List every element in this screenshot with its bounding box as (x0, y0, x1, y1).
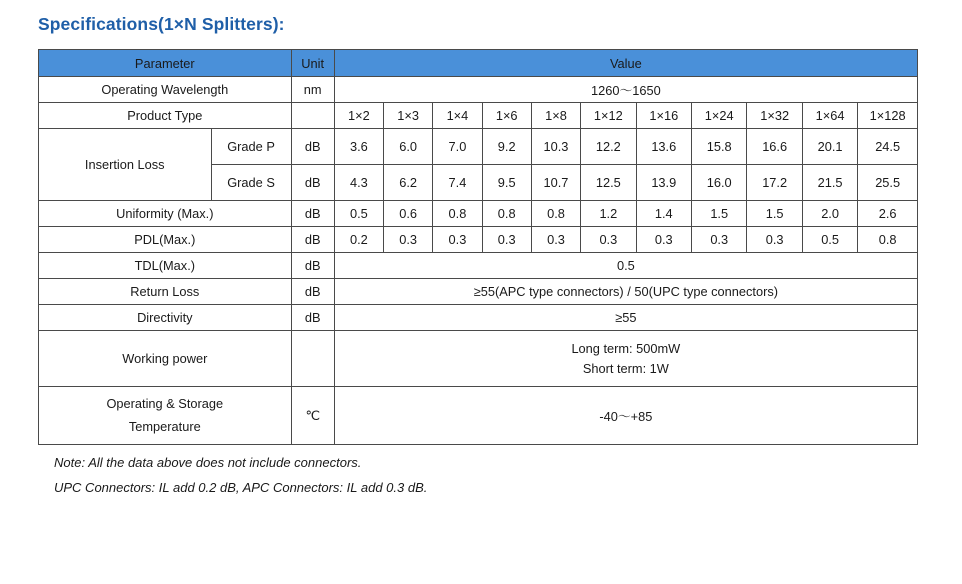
product-type-5: 1×12 (581, 103, 636, 129)
operating-storage-line2: Temperature (128, 418, 201, 434)
label-return-loss: Return Loss (39, 279, 292, 305)
grade-s-value-8: 17.2 (747, 165, 802, 201)
pdl-value-3: 0.3 (482, 227, 531, 253)
unit-working-power (291, 331, 334, 387)
unit-grade-p: dB (291, 129, 334, 165)
uniformity-value-3: 0.8 (482, 201, 531, 227)
table-row-insertion-loss-grade-p (39, 129, 918, 165)
product-type-7: 1×24 (692, 103, 747, 129)
uniformity-value-2: 0.8 (433, 201, 482, 227)
working-power-short-term: Short term: 1W (582, 360, 669, 376)
table-row-pdl (39, 227, 918, 253)
pdl-value-5: 0.3 (581, 227, 636, 253)
uniformity-value-9: 2.0 (802, 201, 857, 227)
label-pdl: PDL(Max.) (39, 227, 292, 253)
value-operating-wavelength: 1260～1650 (334, 77, 917, 103)
table-row-tdl (39, 253, 918, 279)
product-type-6: 1×16 (636, 103, 691, 129)
unit-operating-storage-temperature: ℃ (291, 387, 334, 445)
note-line-2: UPC Connectors: IL add 0.2 dB, APC Connectors: IL add 0.3 dB. (54, 480, 428, 495)
pdl-value-2: 0.3 (433, 227, 482, 253)
grade-p-value-7: 15.8 (692, 129, 747, 165)
label-grade-p: Grade P (211, 129, 291, 165)
header-unit: Unit (291, 50, 334, 77)
label-grade-s: Grade S (211, 165, 291, 201)
unit-grade-s: dB (291, 165, 334, 201)
table-row-operating-storage-temperature (39, 387, 918, 445)
label-directivity: Directivity (39, 305, 292, 331)
unit-product-type (291, 103, 334, 129)
grade-s-value-2: 7.4 (433, 165, 482, 201)
product-type-8: 1×32 (747, 103, 802, 129)
pdl-value-4: 0.3 (531, 227, 580, 253)
working-power-long-term: Long term: 500mW (571, 340, 681, 356)
grade-p-value-6: 13.6 (636, 129, 691, 165)
product-type-3: 1×6 (482, 103, 531, 129)
grade-s-value-0: 4.3 (334, 165, 383, 201)
pdl-value-9: 0.5 (802, 227, 857, 253)
table-header-row (39, 50, 918, 77)
table-row-uniformity (39, 201, 918, 227)
uniformity-value-1: 0.6 (384, 201, 433, 227)
label-operating-wavelength: Operating Wavelength (39, 77, 292, 103)
value-working-power (334, 331, 917, 387)
unit-pdl: dB (291, 227, 334, 253)
uniformity-value-6: 1.4 (636, 201, 691, 227)
product-type-2: 1×4 (433, 103, 482, 129)
grade-s-value-9: 21.5 (802, 165, 857, 201)
uniformity-value-5: 1.2 (581, 201, 636, 227)
header-value: Value (334, 50, 917, 77)
table-row-return-loss (39, 279, 918, 305)
uniformity-value-8: 1.5 (747, 201, 802, 227)
grade-p-value-8: 16.6 (747, 129, 802, 165)
table-row-working-power (39, 331, 918, 387)
grade-s-value-10: 25.5 (858, 165, 918, 201)
table-row-operating-wavelength (39, 77, 918, 103)
label-uniformity: Uniformity (Max.) (39, 201, 292, 227)
value-return-loss: ≥55(APC type connectors) / 50(UPC type connectors) (334, 279, 917, 305)
uniformity-value-0: 0.5 (334, 201, 383, 227)
specifications-table (38, 49, 918, 445)
pdl-value-0: 0.2 (334, 227, 383, 253)
note-line-1: Note: All the data above does not include connectors. (54, 455, 362, 470)
product-type-4: 1×8 (531, 103, 580, 129)
unit-return-loss: dB (291, 279, 334, 305)
product-type-10: 1×128 (858, 103, 918, 129)
product-type-9: 1×64 (802, 103, 857, 129)
pdl-value-8: 0.3 (747, 227, 802, 253)
value-directivity: ≥55 (334, 305, 917, 331)
uniformity-value-7: 1.5 (692, 201, 747, 227)
grade-s-value-4: 10.7 (531, 165, 580, 201)
grade-p-value-4: 10.3 (531, 129, 580, 165)
grade-p-value-5: 12.2 (581, 129, 636, 165)
operating-storage-line1: Operating & Storage (106, 396, 224, 412)
grade-p-value-0: 3.6 (334, 129, 383, 165)
table-row-product-type (39, 103, 918, 129)
pdl-value-1: 0.3 (384, 227, 433, 253)
unit-operating-wavelength: nm (291, 77, 334, 103)
grade-s-value-5: 12.5 (581, 165, 636, 201)
header-parameter: Parameter (39, 50, 292, 77)
grade-s-value-3: 9.5 (482, 165, 531, 201)
table-row-directivity (39, 305, 918, 331)
label-tdl: TDL(Max.) (39, 253, 292, 279)
uniformity-value-10: 2.6 (858, 201, 918, 227)
unit-tdl: dB (291, 253, 334, 279)
grade-s-value-6: 13.9 (636, 165, 691, 201)
value-tdl: 0.5 (334, 253, 917, 279)
unit-uniformity: dB (291, 201, 334, 227)
product-type-0: 1×2 (334, 103, 383, 129)
grade-p-value-3: 9.2 (482, 129, 531, 165)
grade-s-value-1: 6.2 (384, 165, 433, 201)
label-insertion-loss: Insertion Loss (39, 129, 212, 201)
label-product-type: Product Type (39, 103, 292, 129)
pdl-value-7: 0.3 (692, 227, 747, 253)
notes-section (54, 455, 922, 495)
product-type-1: 1×3 (384, 103, 433, 129)
grade-p-value-1: 6.0 (384, 129, 433, 165)
grade-s-value-7: 16.0 (692, 165, 747, 201)
grade-p-value-10: 24.5 (858, 129, 918, 165)
pdl-value-6: 0.3 (636, 227, 691, 253)
page-title: Specifications(1×N Splitters): (38, 14, 285, 34)
uniformity-value-4: 0.8 (531, 201, 580, 227)
label-working-power: Working power (39, 331, 292, 387)
label-operating-storage-temperature (39, 387, 292, 445)
grade-p-value-9: 20.1 (802, 129, 857, 165)
grade-p-value-2: 7.0 (433, 129, 482, 165)
unit-directivity: dB (291, 305, 334, 331)
value-operating-storage-temperature: -40～+85 (334, 387, 917, 445)
pdl-value-10: 0.8 (858, 227, 918, 253)
